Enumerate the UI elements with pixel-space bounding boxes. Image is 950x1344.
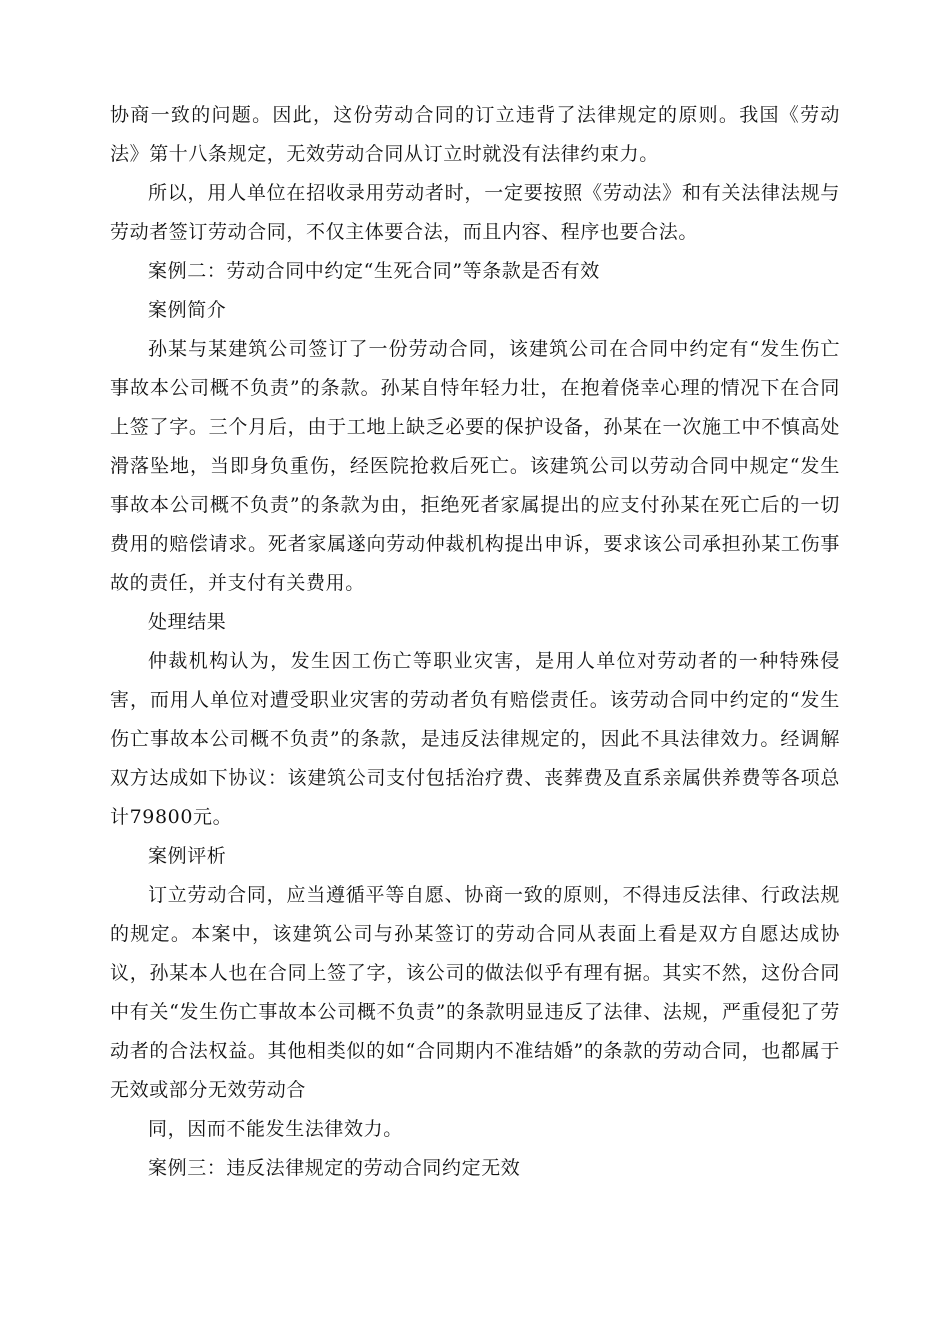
result-text: 仲裁机构认为，发生因工伤亡等职业灾害，是用人单位对劳动者的一种特殊侵害，而用人单位对遭受职业灾害的劳动者负有赔偿责任。该劳动合同中约定的“发生伤亡事故本公司概不负责”的条款，是违反法律规定的，因此不具法律效力。经调解双方达成如下协议：该建筑公司支付包括治疗费、丧葬费及直系亲属供养费等各项总计79800元。 xyxy=(110,650,840,828)
analysis-continuation: 同，因而不能发生法律效力。 xyxy=(148,1118,403,1140)
case-intro-text: 孙某与某建筑公司签订了一份劳动合同，该建筑公司在合同中约定有“发生伤亡事故本公司概不负责”的条款。孙某自恃年轻力壮，在抱着侥幸心理的情况下在合同上签了字。三个月后，由于工地上缺乏必要的保护设备，孙某在一次施工中不慎高处滑落坠地，当即身负重伤，经医院抢救后死亡。该建筑公司以劳动合同中规定“发生事故本公司概不负责”的条款为由，拒绝死者家属提出的应支付孙某在死亡后的一切费用的赔偿请求。死者家属遂向劳动仲裁机构提出申诉，要求该公司承担孙某工伤事故的责任，并支付有关费用。 xyxy=(110,338,840,594)
paragraph-summary: 所以，用人单位在招收录用劳动者时，一定要按照《劳动法》和有关法律法规与劳动者签订劳动合同，不仅主体要合法，而且内容、程序也要合法。 xyxy=(110,182,840,243)
case-three-heading: 案例三：违反法律规定的劳动合同约定无效 xyxy=(148,1157,521,1179)
result-heading: 处理结果 xyxy=(148,611,227,633)
case-two-heading: 案例二：劳动合同中约定“生死合同”等条款是否有效 xyxy=(148,260,600,282)
case-intro-heading: 案例简介 xyxy=(148,299,227,321)
analysis-text: 订立劳动合同，应当遵循平等自愿、协商一致的原则，不得违反法律、行政法规的规定。本案中，该建筑公司与孙某签订的劳动合同从表面上看是双方自愿达成协议，孙某本人也在合同上签了字，该公司的做法似乎有理有据。其实不然，这份合同中有关“发生伤亡事故本公司概不负责”的条款明显违反了法律、法规，严重侵犯了劳动者的合法权益。其他相类似的如“合同期内不准结婚”的条款的劳动合同，也都属于无效或部分无效劳动合 xyxy=(110,884,840,1101)
analysis-heading: 案例评析 xyxy=(148,845,227,867)
paragraph-continuation: 协商一致的问题。因此，这份劳动合同的订立违背了法律规定的原则。我国《劳动法》第十八条规定，无效劳动合同从订立时就没有法律约束力。 xyxy=(110,104,840,165)
document-body xyxy=(110,96,840,1188)
